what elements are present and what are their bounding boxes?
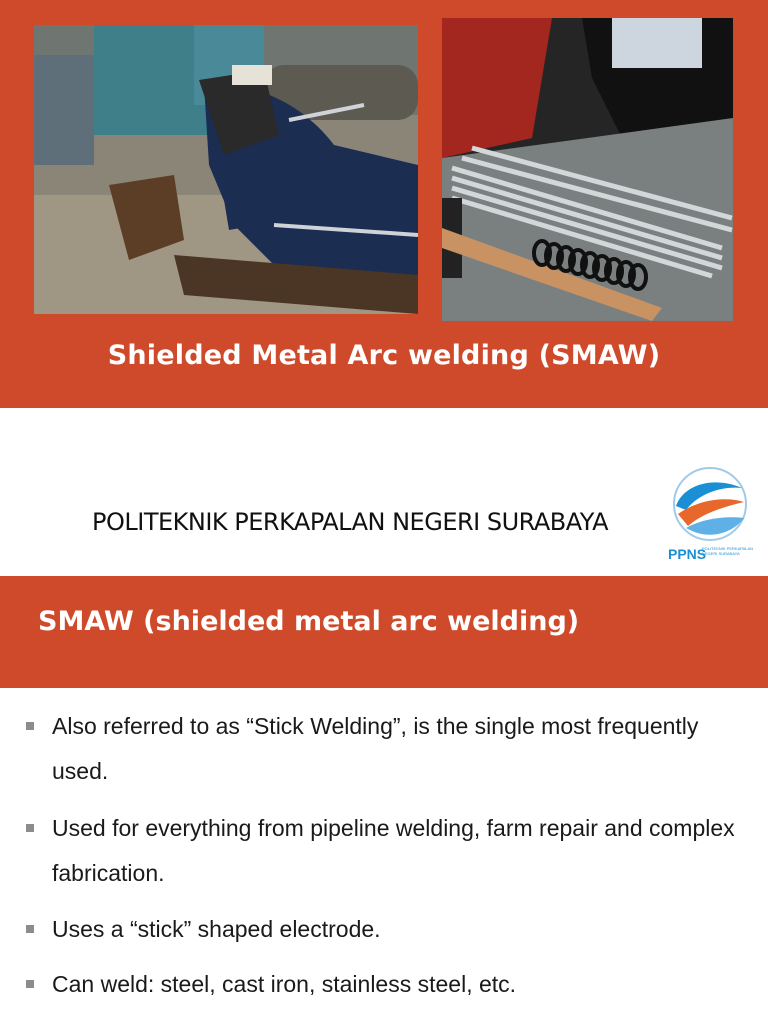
ppns-logo [664, 466, 756, 570]
logo-subtitle: POLITEKNIK PERKAPALAN NEGERI SURABAYA [702, 546, 754, 556]
bullet-square-icon [26, 925, 34, 933]
slide1-title: Shielded Metal Arc welding (SMAW) [107, 340, 661, 371]
slide2-title: SMAW (shielded metal arc welding) [38, 606, 580, 637]
slide-title-banner [0, 0, 768, 408]
welder-photo [34, 25, 418, 314]
slide2-title-bar [0, 576, 768, 688]
bullet-square-icon [26, 824, 34, 832]
bullet-square-icon [26, 722, 34, 730]
logo-wordmark: PPNS [668, 546, 707, 562]
list-item-text: Can weld: steel, cast iron, stainless steel, etc. [52, 971, 517, 997]
ppns-logo-icon [664, 466, 756, 546]
bullet-list [0, 688, 768, 1024]
electrode-helmet-photo [442, 18, 733, 321]
bullet-square-icon [26, 980, 34, 988]
list-item-text: Uses a “stick” shaped electrode. [52, 916, 381, 942]
list-item-text: Also referred to as “Stick Welding”, is the single most frequently used. [52, 713, 699, 784]
organization-name: POLITEKNIK PERKAPALAN NEGERI SURABAYA [92, 508, 609, 536]
organization-header [0, 408, 768, 576]
list-item-text: Used for everything from pipeline welding, farm repair and complex fabrication. [52, 815, 735, 886]
